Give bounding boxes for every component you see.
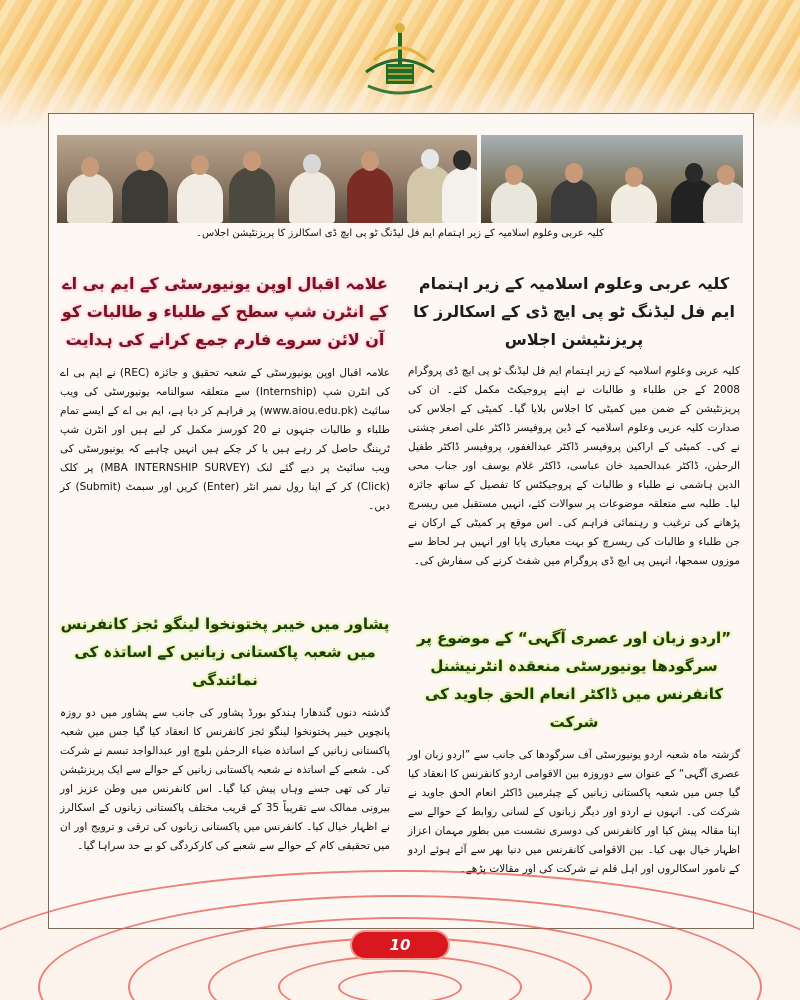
left-article-2: [60, 610, 390, 856]
article-title: ”اردو زبان اور عصری آگہی“ کے موضوع پر سرگودھا یونیورسٹی منعقدہ انٹرنیشنل کانفرنس میں ڈاکٹر انعام الحق جاوید کی شرکت: [416, 629, 732, 731]
left-article-1: [60, 270, 390, 516]
article-title: کلیہ عربی وعلوم اسلامیہ کے زیر اہتمام ایم فل لیڈنگ ٹو پی ایچ ڈی کے اسکالرز کا پریزنٹیشن اجلاس: [413, 274, 735, 349]
meeting-photo-right: [481, 135, 743, 223]
photo-strip: [57, 135, 743, 223]
meeting-photo-left: [57, 135, 477, 223]
right-article-2: [408, 624, 740, 879]
article-body: گزشتہ ماہ شعبہ اردو یونیورسٹی آف سرگودھا کی جانب سے ”اردو زبان اور عصری آگہی“ کے عنوان سے دوروزہ بین الاقوامی اردو کانفرنس کا انعقاد کیا گیا جس میں شعبہ پاکستانی زبانیں کے چیئرمین ڈاکٹر انعام الحق جاوید نے شرکت کی۔ انہوں نے اردو اور دیگر زبانوں کے لسانی روابط کے حوالے سے اپنا مقالہ پیش کیا اور کانفرنس کی دوسری نشست میں بطور مہمان اعزاز اظہار خیال بھی کیا۔ بین الاقوامی کانفرنس میں دنیا بھر سے آئے ہوئے اردو کے نامور اسکالروں اور اہل قلم نے شرکت کی اور مقالات پڑھے۔: [408, 749, 740, 875]
right-article-1: [408, 270, 740, 571]
page-number: 10: [352, 932, 448, 958]
article-title: علامہ اقبال اوپن یونیورسٹی کے ایم بی اے کے انٹرن شپ سطح کے طلباء و طالبات کو آن لائن سروے فارم جمع کرانے کی ہدایت: [61, 274, 389, 349]
university-logo: [360, 20, 440, 104]
article-body: علامہ اقبال اوپن یونیورسٹی کے شعبہ تحقیق و جائزہ (REC) نے ایم بی اے کی انٹرن شپ (Internship) سے متعلقہ سوالنامہ یونیورسٹی کی ویب سائیٹ (www.aiou.edu.pk) پر فراہم کر دیا ہے، ایم بی اے کے ایسے تمام طلباء و طالبات جنہوں نے 20 کورسز مکمل کر لیے ہیں اور انٹرن شپ ٹریننگ حاصل کر رہے ہیں یا کر چکے ہیں انہیں چاہیے کہ یونیورسٹی کی ویب سائیٹ پر دیے گئے لنک (MBA INTERNSHIP SURVEY) پر کلک (Click) کر کے اپنا رول نمبر انٹر (Enter) کریں اور سبمٹ (Submit) کر دیں۔: [60, 367, 391, 512]
article-title: پشاور میں خیبر پختونخوا لینگو ئجز کانفرنس میں شعبہ پاکستانی زبانیں کے اساتذہ کی نمائندگی: [60, 615, 390, 689]
article-body: گذشتہ دنوں گندھارا ہندکو بورڈ پشاور کی جانب سے پشاور میں دو روزہ پانچویں خیبر پختونخوا لینگو ئجز کانفرنس کا انعقاد کیا گیا جس میں شعبہ پاکستانی زبانیں کے اساتذہ ضیاء الرحمٰن بلوچ اور عبدالواجد تبسم نے شرکت کی۔ شعبے کے اساتذہ نے شعبہ پاکستانی زبانیں کے حوالے سے ایک پریزنٹیشن تیار کی تھی جسے وہاں پیش کیا گیا۔ اس کانفرنس میں وطن عزیز اور بیرونی ممالک سے تقریباً 35 کے قریب مختلف پاکستانی زبانوں کے اسکالرز نے اظہار خیال کیا۔ کانفرنس میں پاکستانی زبانوں کی ترقی و ترویج اور ان میں تحقیقی کام کے حوالے سے شعبے کی کارکردگی کو بے حد سراہا گیا۔: [60, 707, 390, 852]
article-body: کلیہ عربی وعلوم اسلامیہ کے زیر اہتمام ایم فل لیڈنگ ٹو پی ایچ ڈی پروگرام 2008 کے جن طلباء و طالبات نے اپنے پروجیکٹ مکمل کئے۔ ان کی پریزنٹیشن کے ضمن میں کمیٹی کا اجلاس بلایا گیا۔ کمیٹی کے اجلاس کی صدارت کلیہ عربی وعلوم اسلامیہ کے ڈین پروفیسر ڈاکٹر علی اصغر چشتی نے کی۔ کمیٹی کے اراکین پروفیسر ڈاکٹر عبدالغفور، پروفیسر ڈاکٹر طفیل الرحمٰن، ڈاکٹر عبدالحمید خان عباسی، ڈاکٹر غلام یوسف اور جناب محی الدین ہاشمی نے طلباء و طالبات کے پروجیکٹس کا تفصیل کے ساتھ جائزہ لیا۔ طلبہ سے متعلقہ موضوعات پر سوالات کئے، انہیں مستقبل میں ریسرچ پڑھانے کی ترغیب و رہنمائی فراہم کی۔ اس موقع پر کمیٹی کے ارکان نے جن طلباء و طالبات کی ریسرچ کو بہت معیاری پایا اور انہیں ہر لحاظ سے موزوں سمجھا، انہیں پی ایچ ڈی پروگرام میں شفٹ کرنے کی سفارش کی۔: [408, 365, 740, 567]
photo-caption: کلیہ عربی وعلوم اسلامیہ کے زیر اہتمام ایم فل لیڈنگ ٹو پی ایچ ڈی اسکالرز کا پریزنٹیشن اجلاس۔: [196, 228, 604, 239]
